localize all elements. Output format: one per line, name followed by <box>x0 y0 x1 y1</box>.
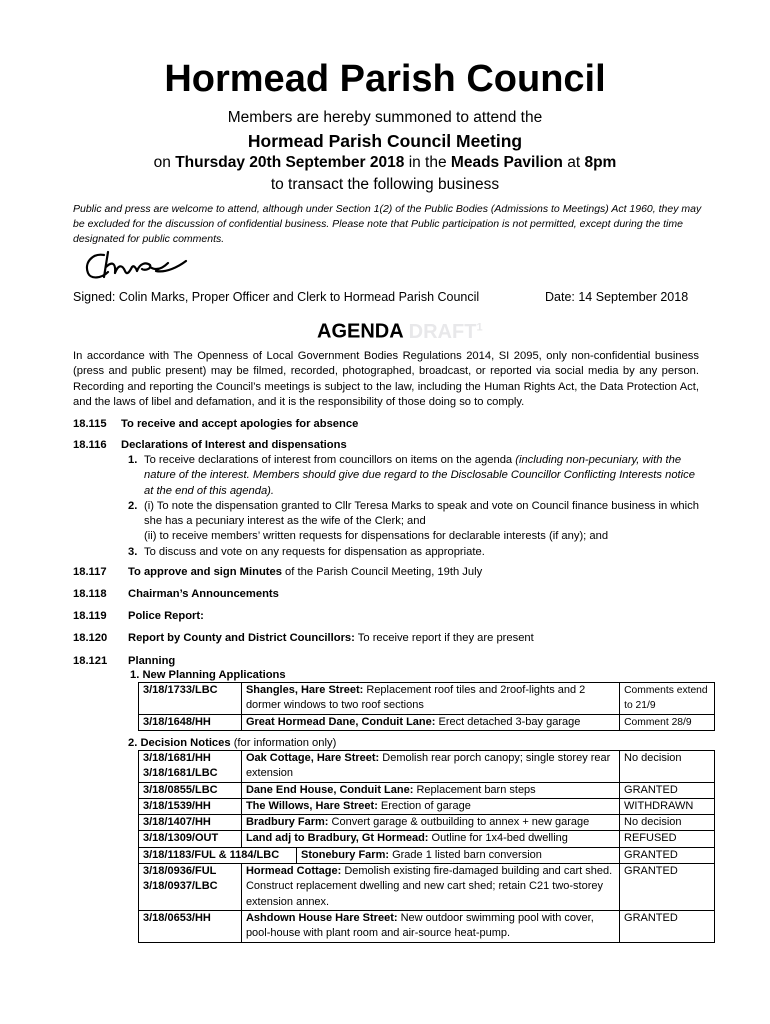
meeting-time: 8pm <box>584 154 617 171</box>
decision-ref: 3/18/0855/LBC <box>139 782 242 798</box>
item-bold: Report by County and District Councillors: <box>128 632 355 644</box>
item-number: 18.118 <box>73 588 107 600</box>
decision-description <box>297 849 542 861</box>
item-text <box>128 631 534 646</box>
decision-status: GRANTED <box>620 910 715 942</box>
sub-text: (i) To note the dispensation granted to Cllr Teresa Marks to speak and vote on Council finance business in which she has a pecuniary interest as the wife of the Clerk; and <box>144 499 699 528</box>
ref-line: 3/18/1681/HH <box>143 752 211 764</box>
decision-desc: Demolish existing fire-damaged building and cart shed. Construct replacement dwelling and new cart shed; retain C21 two-storey extension annex. <box>245 865 613 908</box>
item-number: 18.120 <box>73 632 108 644</box>
agenda-label: AGENDA <box>317 320 404 343</box>
decision-status: No decision <box>620 815 715 831</box>
decisions-label: 2. Decision Notices <box>128 737 231 749</box>
app-comment: Comment 28/9 <box>620 714 715 730</box>
item-text: Declarations of Interest and dispensations <box>121 439 347 451</box>
intro-paragraph: In accordance with The Openness of Local Government Bodies Regulations 2014, SI 2095, only non-confidential business (press and public present) may be filmed, recorded, photographed, broadcast, or reported via social media by any person. Recording and reporting the Council’s meetings is subject to the law, including the Human Rights Act, the Data Protection Act, and the laws of libel and defamation, and it is the responsibility of those doing so to comply. <box>73 350 699 409</box>
sub-number: 1. <box>128 454 138 466</box>
app-description <box>241 683 619 715</box>
decision-ref <box>139 751 242 783</box>
list-item <box>128 545 700 560</box>
list-item <box>128 453 700 499</box>
item-number: 18.115 <box>73 418 107 430</box>
table-row <box>139 815 715 831</box>
decision-place: Dane End House, Conduit Lane: <box>245 783 414 796</box>
item-rest: of the Parish Council Meeting, 19th July <box>281 566 483 578</box>
table-row <box>139 714 715 730</box>
council-title: Hormead Parish Council <box>164 58 606 100</box>
draft-watermark <box>409 321 483 343</box>
item-18-119 <box>73 609 204 624</box>
item-18-117 <box>73 565 483 580</box>
decision-description <box>241 751 619 783</box>
decisions-note: (for information only) <box>230 737 337 749</box>
sub-text: (ii) to receive members’ written requests for dispensations for declarable interests (if any); and <box>144 530 609 543</box>
decision-place: Oak Cottage, Hare Street: <box>245 752 380 764</box>
item-text: Planning <box>128 655 176 667</box>
item-text: Police Report: <box>128 610 204 622</box>
app-desc: Erect detached 3-bay garage <box>435 715 581 728</box>
decision-status: GRANTED <box>620 864 715 911</box>
item-18-116 <box>73 438 347 453</box>
table-row <box>139 798 715 814</box>
agenda-heading <box>317 315 483 344</box>
app-comment: Comments extend to 21/9 <box>620 683 715 715</box>
decision-desc: Convert garage & outbuilding to annex + new garage <box>328 816 590 829</box>
decision-description <box>241 910 619 942</box>
table-row <box>139 751 715 783</box>
decision-ref: 3/18/0653/HH <box>139 910 242 942</box>
item-number: 18.117 <box>73 566 107 578</box>
decision-status: GRANTED <box>620 782 715 798</box>
table-row <box>139 864 715 911</box>
decision-ref: 3/18/1309/OUT <box>139 831 242 847</box>
decision-status: REFUSED <box>620 831 715 847</box>
sub-number: 2. <box>128 499 138 512</box>
decision-description <box>241 864 619 911</box>
decision-description <box>241 798 619 814</box>
app-ref: 3/18/1733/LBC <box>139 683 242 715</box>
item-number: 18.116 <box>73 439 107 451</box>
decision-ref <box>139 864 242 911</box>
sub-number: 3. <box>128 545 138 558</box>
new-applications-table <box>138 682 715 731</box>
ref-line: 3/18/1681/LBC <box>143 767 218 780</box>
ref-line: 3/18/0937/LBC <box>143 880 218 893</box>
decision-place: Ashdown House Hare Street: <box>245 911 398 924</box>
decision-place: Bradbury Farm: <box>245 816 329 829</box>
draft-footnote: 1 <box>476 321 483 333</box>
meeting-day: Thursday 20th September 2018 <box>175 154 405 171</box>
ref-line: 3/18/0936/FUL <box>143 865 217 878</box>
decision-status: No decision <box>620 751 715 783</box>
decision-place: The Willows, Hare Street: <box>245 799 378 812</box>
decision-status: WITHDRAWN <box>620 798 715 814</box>
decision-status: GRANTED <box>620 847 715 863</box>
decision-desc: Outline for 1x4-bed dwelling <box>428 832 568 845</box>
item-18-118 <box>73 587 279 602</box>
signed-line: Signed: Colin Marks, Proper Officer and Clerk to Hormead Parish Council <box>73 290 480 304</box>
table-row <box>139 782 715 798</box>
table-row <box>139 910 715 942</box>
date-line: Date: 14 September 2018 <box>545 290 689 304</box>
when-in: in the <box>408 154 447 171</box>
item-rest: To receive report if they are present <box>354 632 534 644</box>
item-text <box>128 565 482 580</box>
decision-ref: 3/18/1183/FUL & 1184/LBC <box>139 848 297 863</box>
app-description <box>241 714 619 730</box>
public-notice: Public and press are welcome to attend, although under Section 1(2) of the Public Bodies (Admissions to Meetings) Act 1960, they may be excluded for the discussion of confidential business. Please note that Public participation is not permitted, except during the time designated for public comments. <box>73 203 702 245</box>
decision-place: Hormead Cottage: <box>245 865 342 878</box>
decision-desc: New outdoor swimming pool with cover, pool-house with plant room and air-source heat-pump. <box>245 911 594 940</box>
item-bold: To approve and sign Minutes <box>128 566 282 578</box>
app-ref: 3/18/1648/HH <box>139 714 242 730</box>
decision-place: Stonebury Farm: <box>301 848 390 861</box>
decision-notices-title <box>128 736 336 751</box>
sub-italic: (including non-pecuniary, with the nature of the interest. Members should give due regard to the Disclosable Councillor Conflicting Interests notice at the end of this agenda). <box>144 454 695 497</box>
item-text: Chairman’s Announcements <box>128 588 279 600</box>
new-applications-title: 1. New Planning Applications <box>130 669 286 681</box>
decision-desc: Erection of garage <box>377 799 471 812</box>
decision-merged-cell <box>139 847 620 863</box>
sub-text: To discuss and vote on any requests for dispensation as appropriate. <box>144 545 485 558</box>
app-desc: Replacement roof tiles and 2roof-lights and 2 dormer windows to two roof sections <box>245 684 586 712</box>
item-number: 18.119 <box>73 610 107 622</box>
item-text: To receive and accept apologies for absence <box>121 418 359 430</box>
decision-ref: 3/18/1539/HH <box>139 798 242 814</box>
meeting-when <box>0 153 770 172</box>
sub-text: To receive declarations of interest from councillors on items on the agenda <box>144 454 516 466</box>
decision-ref: 3/18/1407/HH <box>139 815 242 831</box>
table-row <box>139 683 715 715</box>
decision-description <box>241 782 619 798</box>
meeting-name: Hormead Parish Council Meeting <box>247 131 523 151</box>
decision-description <box>241 815 619 831</box>
list-item <box>128 499 700 545</box>
decision-description <box>241 831 619 847</box>
decision-desc: Demolish rear porch canopy; single storey rear extension <box>245 752 611 780</box>
item-18-120 <box>73 631 534 646</box>
item-number: 18.121 <box>73 655 108 667</box>
summon-line: Members are hereby summoned to attend the <box>227 109 543 126</box>
when-at: at <box>567 154 581 171</box>
table-row <box>139 847 715 863</box>
item-18-121 <box>73 654 176 669</box>
table-row <box>139 831 715 847</box>
draft-label: DRAFT <box>408 320 477 343</box>
app-place: Great Hormead Dane, Conduit Lane: <box>245 715 436 728</box>
item-18-115 <box>73 417 359 432</box>
decision-desc: Replacement barn steps <box>413 783 536 796</box>
transact-line: to transact the following business <box>270 176 500 193</box>
app-place: Shangles, Hare Street: <box>245 684 364 696</box>
when-on: on <box>153 154 171 171</box>
clerk-signature <box>82 247 192 283</box>
decision-desc: Grade 1 listed barn conversion <box>389 848 542 861</box>
decision-notices-table <box>138 750 715 943</box>
meeting-venue: Meads Pavilion <box>450 154 563 171</box>
decision-place: Land adj to Bradbury, Gt Hormead: <box>245 832 429 845</box>
interest-subitems <box>128 453 700 560</box>
